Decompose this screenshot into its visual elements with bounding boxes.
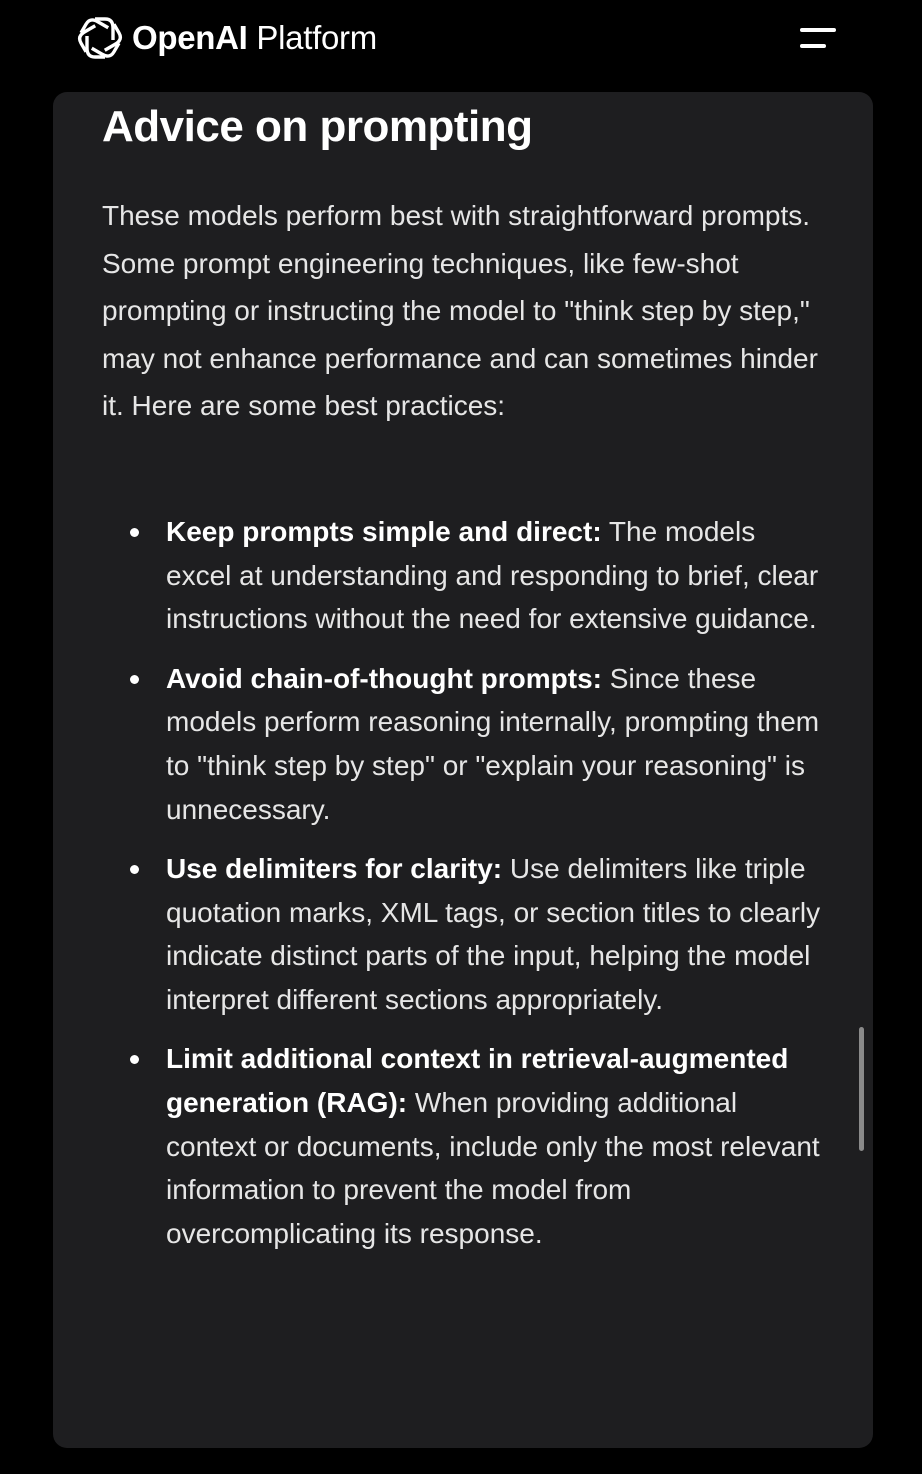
tip-text: Use delimiters like triple quotation marks, XML tags, or section titles to clearly indicate distinct parts of the input, helping the model interpret different sections appropriately. (166, 852, 821, 1016)
intro-paragraph: These models perform best with straightforward prompts. Some prompt engineering techniques, like few-shot prompting or instructing the model to "think step by step," may not enhance performance and can sometimes hinder it. Here are some best practices: (102, 200, 818, 422)
list-item (102, 510, 822, 641)
tip-title: Keep prompts simple and direct: (166, 516, 602, 547)
menu-button[interactable] (796, 24, 840, 56)
bullet-icon (130, 675, 139, 684)
openai-logo-icon (76, 14, 124, 62)
tip-text: When providing additional context or documents, include only the most relevant information to prevent the model from overcomplicating its response. (166, 1086, 820, 1250)
bullet-icon (130, 528, 139, 537)
section-title: Advice on prompting (102, 102, 533, 151)
brand-name-bold: OpenAI (132, 19, 248, 56)
top-bar (0, 0, 922, 80)
tip-text: The models excel at understanding and responding to brief, clear instructions without the need for extensive guidance. (166, 516, 819, 635)
tip-text: Since these models perform reasoning internally, prompting them to "think step by step" or "explain your reasoning" is unnecessary. (166, 662, 820, 825)
tip-title: Limit additional context in retrieval-augmented generation (RAG): (166, 1043, 789, 1118)
brand-link[interactable] (76, 14, 377, 62)
content-card (53, 92, 873, 1448)
list-item (102, 657, 822, 832)
bullet-icon (130, 1055, 139, 1064)
brand-name-light: Platform (256, 19, 377, 56)
bullet-icon (130, 865, 139, 874)
tip-title: Avoid chain-of-thought prompts: (166, 662, 602, 694)
tip-title: Use delimiters for clarity: (166, 852, 503, 884)
list-item (102, 1037, 822, 1256)
brand-name (132, 19, 377, 57)
list-item (102, 847, 822, 1022)
scrollbar-thumb[interactable] (859, 1027, 864, 1151)
best-practices-list (102, 510, 822, 1271)
